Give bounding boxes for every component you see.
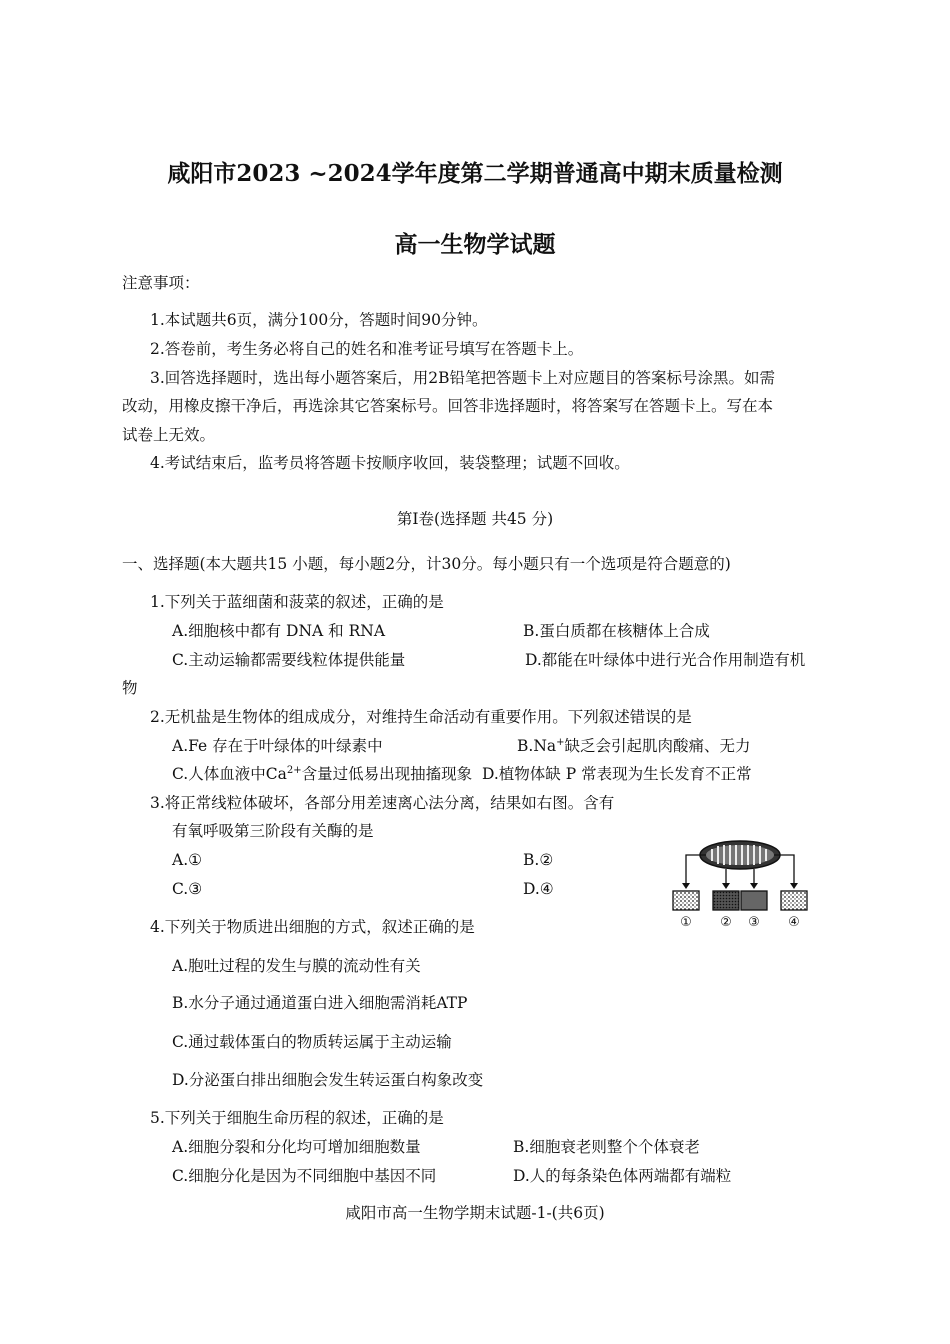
page-footer: 咸阳市高一生物学期末试题-1-(共6页) <box>345 1204 605 1222</box>
notice-item-3-line-2: 改动，用橡皮擦干净后，再选涂其它答案标号。回答非选择题时，将答案写在答题卡上。写在本 <box>122 397 774 415</box>
section-heading: 一、选择题(本大题共15 小题，每小题2分，计30分。每小题只有一个选项是符合题意的) <box>122 555 731 573</box>
q5-option-d: D.人的每条染色体两端都有端粒 <box>513 1167 732 1185</box>
part1-heading: 第Ⅰ卷(选择题 共45 分) <box>396 510 554 528</box>
q2-option-d: D.植物体缺 P 常表现为生长发育不正常 <box>482 765 752 783</box>
q2-option-a: A.Fe 存在于叶绿体的叶绿素中 <box>172 737 383 755</box>
q3-option-d: D.④ <box>523 880 554 898</box>
q1-option-b: B.蛋白质都在核糖体上合成 <box>523 622 710 640</box>
mitochondrion-drawing <box>700 841 780 869</box>
notice-item-1: 1.本试题共6页，满分100分，答题时间90分钟。 <box>150 311 488 329</box>
q4-option-d: D.分泌蛋白排出细胞会发生转运蛋白构象改变 <box>172 1071 484 1089</box>
figure-label-3: ③ <box>748 915 760 930</box>
notice-item-2: 2.答卷前，考生务必将自己的姓名和准考证号填写在答题卡上。 <box>150 340 584 358</box>
q5-stem: 5.下列关于细胞生命历程的叙述，正确的是 <box>150 1109 444 1127</box>
exam-subtitle: 高一生物学试题 <box>394 231 556 258</box>
notice-item-3-line-1: 3.回答选择题时，选出每小题答案后，用2B铅笔把答题卡上对应题目的答案标号涂黑。如需 <box>150 369 776 387</box>
q2-option-b: B.Na+缺乏会引起肌肉酸痛、无力 <box>517 737 751 755</box>
notice-item-3-line-3: 试卷上无效。 <box>122 426 216 444</box>
q2-option-c: C.人体血液中$Ca^{2+}$含量过低易出现抽搐现象 <box>172 765 473 783</box>
q3-stem-line-1: 3.将正常线粒体破坏，各部分用差速离心法分离，结果如右图。含有 <box>150 794 615 812</box>
q4-option-c: C.通过载体蛋白的物质转运属于主动运输 <box>172 1033 452 1051</box>
q4-option-a: A.胞吐过程的发生与膜的流动性有关 <box>172 957 421 975</box>
q3-stem-line-2: 有氧呼吸第三阶段有关酶的是 <box>172 822 374 840</box>
notice-item-4: 4.考试结束后，监考员将答题卡按顺序收回，装袋整理；试题不回收。 <box>150 454 630 472</box>
q3-option-a: A.① <box>172 851 203 869</box>
q3-option-c: C.③ <box>172 880 203 898</box>
q1-option-a: A.细胞核中都有 DNA 和 RNA <box>172 622 386 640</box>
q3-option-b: B.② <box>523 851 554 869</box>
notice-heading: 注意事项： <box>122 274 200 292</box>
q1-option-d-continued: 物 <box>122 679 138 697</box>
figure-label-2: ② <box>720 915 732 930</box>
mitochondria-fractionation-figure <box>668 840 813 930</box>
q5-option-c: C.细胞分化是因为不同细胞中基因不同 <box>172 1167 437 1185</box>
centrifuge-tubes <box>673 891 807 910</box>
figure-label-1: ① <box>680 915 692 930</box>
q5-option-a: A.细胞分裂和分化均可增加细胞数量 <box>172 1138 421 1156</box>
figure-label-4: ④ <box>788 915 800 930</box>
q4-option-b: B.水分子通过通道蛋白进入细胞需消耗ATP <box>172 994 468 1012</box>
q5-option-b: B.细胞衰老则整个个体衰老 <box>513 1138 700 1156</box>
q1-stem: 1.下列关于蓝细菌和菠菜的叙述，正确的是 <box>150 593 444 611</box>
arrowheads <box>682 883 798 889</box>
exam-title: 咸阳市2023 ~2024学年度第二学期普通高中期末质量检测 <box>167 160 783 187</box>
q4-stem: 4.下列关于物质进出细胞的方式，叙述正确的是 <box>150 918 475 936</box>
q1-option-c: C.主动运输都需要线粒体提供能量 <box>172 651 406 669</box>
q1-option-d: D.都能在叶绿体中进行光合作用制造有机 <box>525 651 806 669</box>
q2-stem: 2.无机盐是生物体的组成成分，对维持生命活动有重要作用。下列叙述错误的是 <box>150 708 692 726</box>
